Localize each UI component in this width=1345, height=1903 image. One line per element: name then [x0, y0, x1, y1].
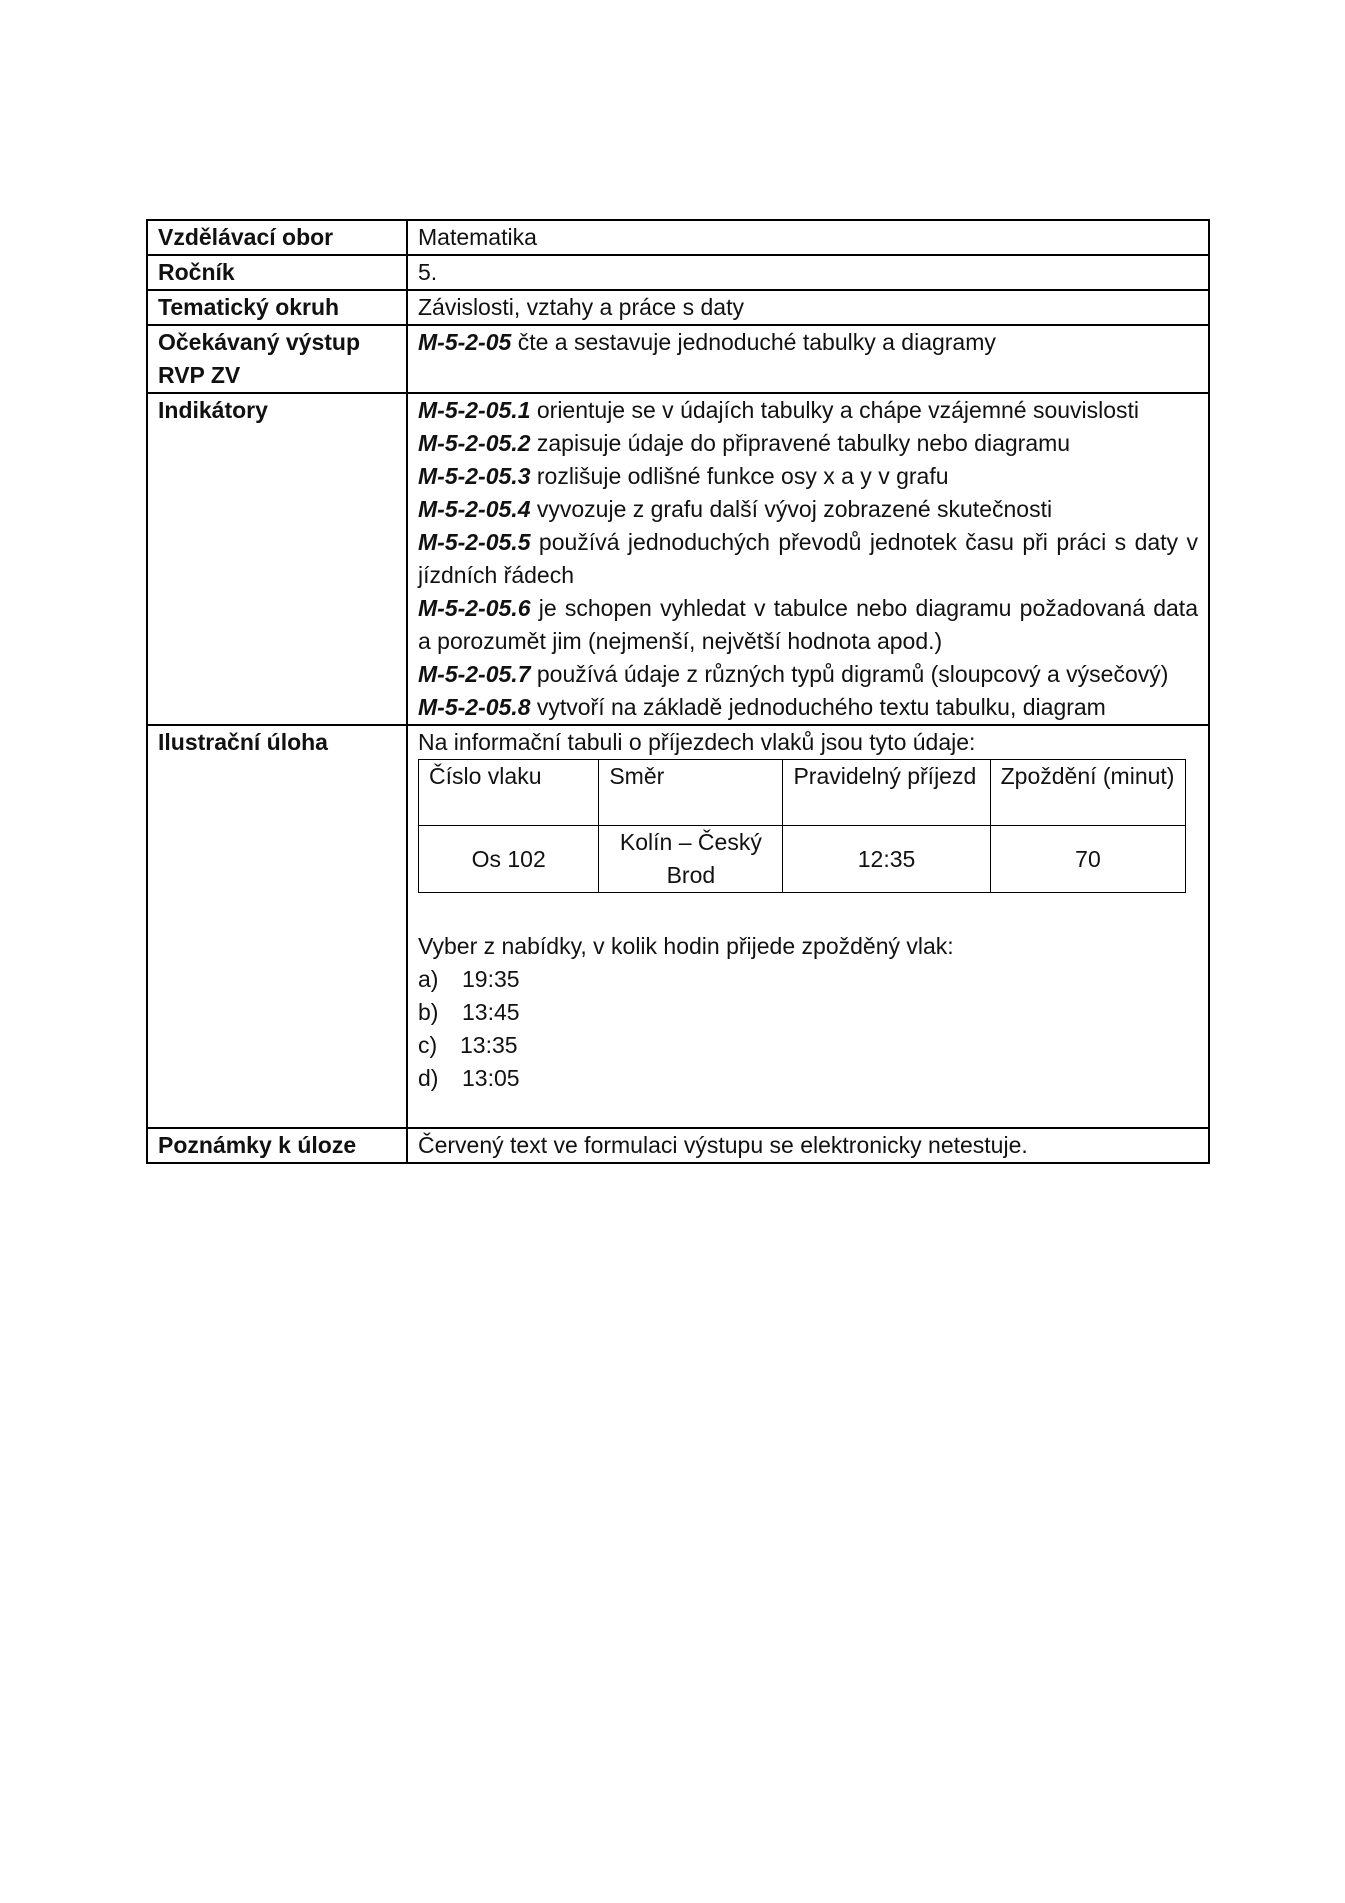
value-rocnik: 5. — [407, 255, 1209, 290]
option-value: 13:05 — [462, 1065, 520, 1091]
indikator-item — [418, 460, 1198, 493]
row-uloha — [147, 725, 1209, 1128]
value-vystup — [407, 325, 1209, 393]
answer-option[interactable] — [418, 963, 1198, 996]
option-value: 13:35 — [460, 1032, 518, 1058]
indikator-code: M-5-2-05.3 — [418, 463, 531, 489]
indikator-item — [418, 592, 1198, 658]
option-letter: d) — [418, 1065, 439, 1091]
label-rocnik: Ročník — [147, 255, 407, 290]
label-vystup-line1: Očekávaný výstup — [158, 329, 361, 355]
uloha-content — [407, 725, 1209, 1128]
option-letter: b) — [418, 999, 439, 1025]
main-table — [146, 219, 1210, 1164]
value-okruh: Závislosti, vztahy a práce s daty — [407, 290, 1209, 325]
label-vystup — [147, 325, 407, 393]
indikatory-list — [407, 393, 1209, 725]
header-cislo: Číslo vlaku — [419, 760, 599, 826]
answer-option[interactable] — [418, 1062, 1198, 1095]
header-prijezd: Pravidelný příjezd — [783, 760, 990, 826]
uloha-intro: Na informační tabuli o příjezdech vlaků jsou tyto údaje: — [418, 729, 976, 755]
option-letter: c) — [418, 1032, 438, 1058]
label-obor: Vzdělávací obor — [147, 220, 407, 255]
answer-option[interactable] — [418, 1029, 1198, 1062]
indikator-item — [418, 526, 1198, 592]
row-poznamky — [147, 1128, 1209, 1163]
option-letter: a) — [418, 966, 439, 992]
header-smer: Směr — [599, 760, 783, 826]
vystup-code: M-5-2-05 — [418, 329, 512, 355]
indikator-code: M-5-2-05.1 — [418, 397, 531, 423]
indikator-text: zapisuje údaje do připravené tabulky nebo diagramu — [530, 430, 1071, 456]
indikator-item — [418, 427, 1198, 460]
row-rocnik — [147, 255, 1209, 290]
cell-zpozdeni: 70 — [990, 826, 1186, 893]
indikator-code: M-5-2-05.7 — [418, 661, 531, 687]
header-zpozdeni: Zpoždění (minut) — [990, 760, 1186, 826]
indikator-item — [418, 658, 1198, 691]
indikator-code: M-5-2-05.5 — [418, 529, 531, 555]
row-okruh — [147, 290, 1209, 325]
indikator-text: používá údaje z různých typů digramů (sloupcový a výsečový) — [530, 661, 1169, 687]
task-sheet — [146, 219, 1210, 1164]
indikator-text: používá jednoduchých převodů jednotek času při práci s daty v jízdních řádech — [418, 529, 1198, 588]
option-value: 19:35 — [462, 966, 520, 992]
answer-options — [418, 963, 1198, 1095]
value-obor: Matematika — [407, 220, 1209, 255]
label-poznamky: Poznámky k úloze — [147, 1128, 407, 1163]
uloha-question: Vyber z nabídky, v kolik hodin přijede zpožděný vlak: — [418, 933, 954, 959]
indikator-code: M-5-2-05.4 — [418, 496, 531, 522]
indikator-item — [418, 493, 1198, 526]
indikator-text: rozlišuje odlišné funkce osy x a y v grafu — [530, 463, 949, 489]
label-uloha: Ilustrační úloha — [147, 725, 407, 1128]
row-vystup — [147, 325, 1209, 393]
indikator-text: vytvoří na základě jednoduchého textu tabulku, diagram — [530, 694, 1106, 720]
indikator-text: orientuje se v údajích tabulky a chápe vzájemné souvislosti — [530, 397, 1140, 423]
cell-smer: Kolín – Český Brod — [599, 826, 783, 893]
cell-cislo: Os 102 — [419, 826, 599, 893]
label-vystup-line2: RVP ZV — [158, 362, 241, 388]
indikator-code: M-5-2-05.6 — [418, 595, 531, 621]
indikator-item — [418, 691, 1198, 724]
row-indikatory — [147, 393, 1209, 725]
table-row — [419, 826, 1186, 893]
value-poznamky: Červený text ve formulaci výstupu se elektronicky netestuje. — [407, 1128, 1209, 1163]
indikator-item — [418, 394, 1198, 427]
option-value: 13:45 — [462, 999, 520, 1025]
train-table-header — [419, 760, 1186, 826]
row-obor — [147, 220, 1209, 255]
indikator-text: vyvozuje z grafu další vývoj zobrazené skutečnosti — [530, 496, 1053, 522]
label-indikatory: Indikátory — [147, 393, 407, 725]
label-okruh: Tematický okruh — [147, 290, 407, 325]
indikator-text: je schopen vyhledat v tabulce nebo diagramu požadovaná data a porozumět jim (nejmenší, největší hodnota apod.) — [418, 595, 1198, 654]
answer-option[interactable] — [418, 996, 1198, 1029]
indikator-code: M-5-2-05.2 — [418, 430, 531, 456]
indikator-code: M-5-2-05.8 — [418, 694, 531, 720]
vystup-text: čte a sestavuje jednoduché tabulky a diagramy — [511, 329, 996, 355]
cell-prijezd: 12:35 — [783, 826, 990, 893]
train-table — [418, 759, 1186, 893]
